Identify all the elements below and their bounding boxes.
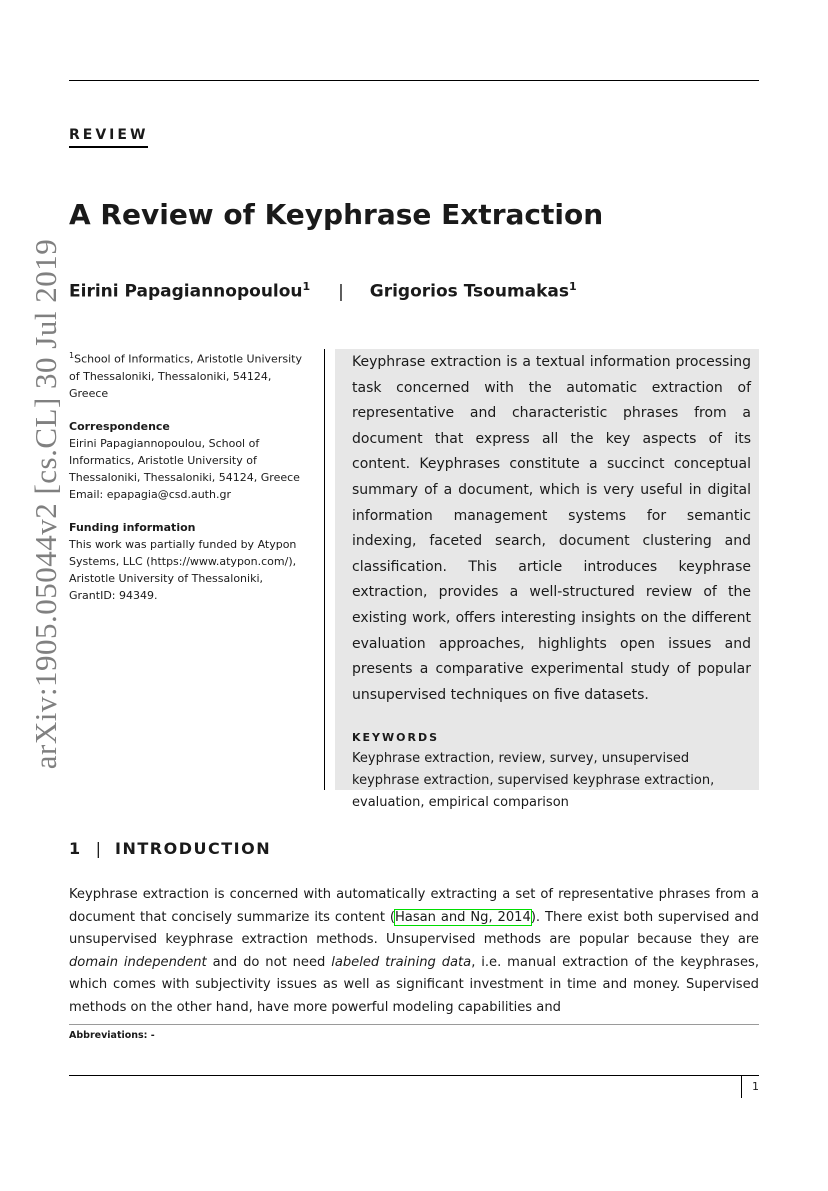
section-title: INTRODUCTION bbox=[115, 839, 272, 858]
author-info-sidebar bbox=[69, 347, 309, 620]
correspondence-block bbox=[69, 418, 309, 503]
section-heading bbox=[69, 839, 271, 858]
paper-title: A Review of Keyphrase Extraction bbox=[69, 198, 604, 231]
correspondence-heading: Correspondence bbox=[69, 419, 170, 433]
affiliation-block bbox=[69, 347, 309, 402]
affiliation-mark: 1 bbox=[569, 280, 577, 293]
author-list bbox=[69, 280, 577, 302]
arxiv-stamp bbox=[18, 214, 74, 794]
affiliation-mark: 1 bbox=[302, 280, 311, 293]
author-name: Eirini Papagiannopoulou bbox=[69, 281, 303, 302]
intro-text: , i.e. manual extraction of the keyphrases, which comes with subjectivity issues as well as significant investment in time and money. Supervised methods on the other hand, have more powerful modeling capabilities and bbox=[69, 954, 759, 1015]
abstract-text: Keyphrase extraction is a textual information processing task concerned with the automatic extraction of representative and characteristic phrases from a document that express all the key aspects of its content. Keyphrases constitute a succinct conceptual summary of a document, which is very useful in digital information management systems for semantic indexing, faceted search, document clustering and classification. This article introduces keyphrase extraction, provides a well-structured review of the existing work, offers interesting insights on the different evaluation approaches, highlights open issues and presents a comparative experimental study of popular unsupervised techniques on five datasets. bbox=[352, 354, 751, 703]
intro-emphasis: domain independent bbox=[69, 954, 207, 970]
article-type-label: REVIEW bbox=[69, 127, 148, 148]
page-number: 1 bbox=[741, 1076, 759, 1098]
funding-text: This work was partially funded by Atypon Systems, LLC (https://www.atypon.com/), Aristotle University of Thessaloniki, GrantID: 94349. bbox=[69, 537, 297, 602]
author-separator: | bbox=[338, 281, 344, 302]
affiliation-text: School of Informatics, Aristotle University of Thessaloniki, Thessaloniki, 54124, Greece bbox=[69, 352, 302, 400]
intro-text: ). There exist both supervised and unsupervised keyphrase extraction methods. Unsupervised methods are popular because they are bbox=[69, 909, 759, 948]
footnote-rule bbox=[69, 1024, 759, 1025]
sidebar-divider bbox=[324, 349, 325, 790]
keywords-heading: KEYWORDS bbox=[352, 731, 440, 745]
author-name: Grigorios Tsoumakas bbox=[369, 281, 570, 302]
abbreviations-note: Abbreviations: - bbox=[69, 1030, 155, 1041]
intro-paragraph bbox=[69, 884, 759, 1020]
intro-text: and do not need bbox=[206, 954, 332, 970]
intro-emphasis: labeled training data bbox=[331, 954, 472, 970]
section-number: 1 bbox=[69, 839, 82, 858]
keywords-text: Keyphrase extraction, review, survey, unsupervised keyphrase extraction, supervised keyphrase extraction, evaluation, empirical comparison bbox=[352, 751, 715, 811]
funding-heading: Funding information bbox=[69, 520, 196, 534]
affiliation-mark: 1 bbox=[69, 351, 75, 360]
intro-text: Keyphrase extraction is concerned with automatically extracting a set of representative phrases from a document that concisely summarize its content ( bbox=[69, 887, 759, 925]
funding-block bbox=[69, 519, 309, 604]
correspondence-text: Eirini Papagiannopoulou, School of Informatics, Aristotle University of Thessaloniki, Thessaloniki, 54124, Greece bbox=[69, 436, 300, 484]
top-rule bbox=[69, 80, 759, 81]
abstract-box bbox=[335, 349, 759, 811]
citation-link[interactable]: Hasan and Ng, 2014 bbox=[394, 909, 531, 925]
correspondence-email: Email: epapagia@csd.auth.gr bbox=[69, 487, 231, 501]
arxiv-stamp-text: arXiv:1905.05044v2 [cs.CL] 30 Jul 2019 bbox=[28, 238, 63, 770]
bottom-rule bbox=[69, 1075, 759, 1076]
section-separator: | bbox=[95, 839, 102, 858]
